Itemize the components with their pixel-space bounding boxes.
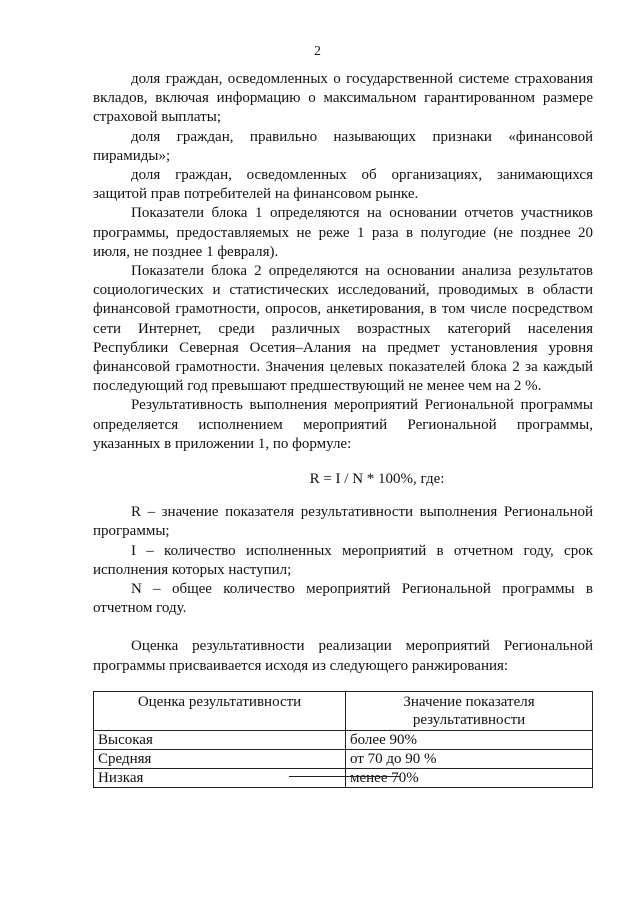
table-row: [94, 730, 593, 749]
table-cell: более 90%: [346, 730, 593, 749]
ranking-table: [93, 691, 593, 788]
table-header-cell: Оценка результативности: [94, 691, 346, 730]
definition-i: I – количество исполненных мероприятий в отчетном году, срок исполнения которых наступил;: [93, 542, 593, 578]
paragraph-financial-pyramid: доля граждан, правильно называющих признаки «финансовой пирамиды»;: [93, 128, 593, 164]
ranking-intro: Оценка результативности реализации мероприятий Региональной программы присваивается исходя из следующего ранжирования:: [93, 638, 593, 674]
table-cell: от 70 до 90 %: [346, 749, 593, 768]
page-number: 2: [314, 43, 321, 58]
paragraph-block2: Показатели блока 2 определяются на основании анализа результатов социологических и статистических исследований, проводимых в области финансовой грамотности, опросов, анкетирования, в том числе посредством сети Интернет, среди различных возрастных категорий населения Республики Северная Осетия–Алания на предмет установления уровня финансовой грамотности. Значения целевых показателей блока 2 за каждый последующий год превышают предшествующий не менее чем на 2 %.: [93, 263, 593, 395]
paragraph-deposit-insurance: доля граждан, осведомленных о государственной системе страхования вкладов, включая информацию о максимальном гарантированном размере страховой выплаты;: [93, 71, 593, 126]
table-row: [94, 749, 593, 768]
table-cell: Низкая: [94, 768, 346, 787]
definition-n: N – общее количество мероприятий Региональной программы в отчетном году.: [93, 581, 593, 617]
paragraph-consumer-protection: доля граждан, осведомленных об организациях, занимающихся защитой прав потребителей на финансовом рынке.: [93, 167, 593, 203]
table-header-row: [94, 691, 593, 730]
formula: R = I / N * 100%, где:: [309, 471, 445, 488]
paragraph-block1: Показатели блока 1 определяются на основании отчетов участников программы, предоставляемых не реже 1 раза в полугодие (не позднее 20 июля, не позднее 1 февраля).: [93, 205, 593, 260]
table-header-cell: Значение показателя результативности: [346, 691, 593, 730]
table-cell: Средняя: [94, 749, 346, 768]
table-cell: менее 70%: [346, 768, 593, 787]
table-cell: Высокая: [94, 730, 346, 749]
table-row: [94, 768, 593, 787]
paragraph-effectiveness: Результативность выполнения мероприятий Региональной программы определяется исполнением мероприятий Региональной программы, указанных в приложении 1, по формуле:: [93, 397, 593, 452]
document-body: [93, 70, 593, 788]
separator-line: [289, 776, 400, 777]
spacer: [93, 618, 593, 637]
definition-r: R – значение показателя результативности выполнения Региональной программы;: [93, 504, 593, 540]
